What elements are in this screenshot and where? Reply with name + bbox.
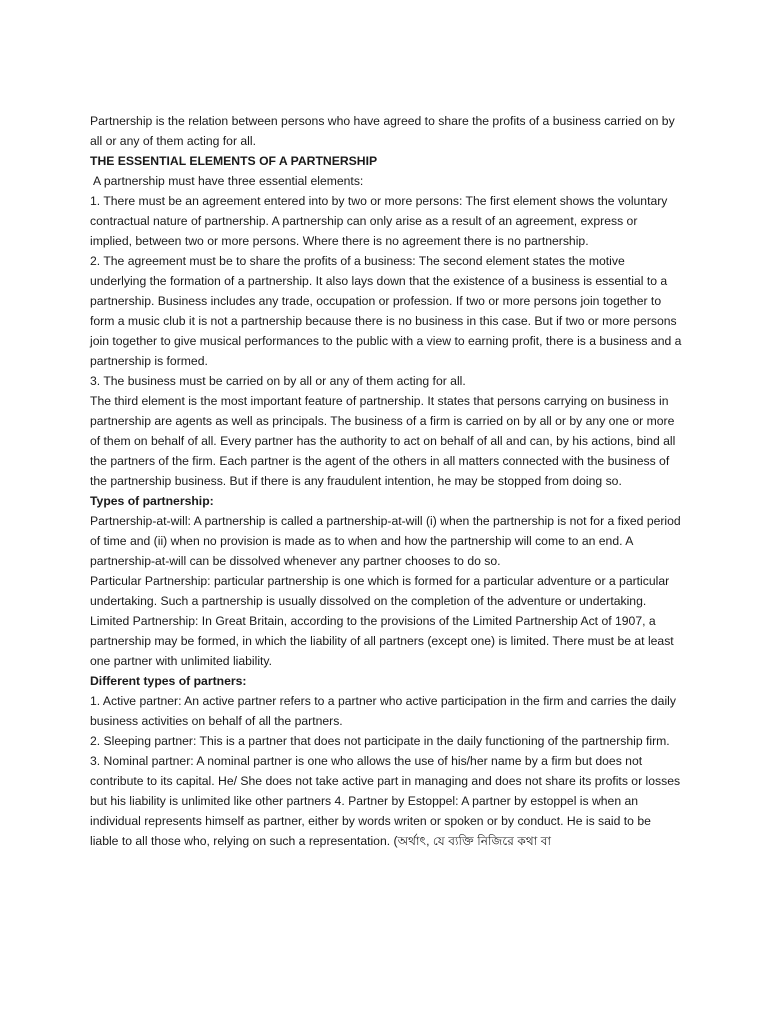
types-of-partners-heading: Different types of partners:	[90, 674, 247, 688]
types-of-partnership-heading: Types of partnership:	[90, 494, 214, 508]
active-partner-paragraph: 1. Active partner: An active partner refers to a partner who active participation in the firm and carries the daily business activities on behalf of all the partners.	[90, 694, 676, 728]
element-3-explanation: The third element is the most important feature of partnership. It states that persons carrying on business in partnership are agents as well as principals. The business of a firm is carried on by all or by any one or more of them on behalf of all. Every partner has the authority to act on behalf of all and can, by his actions, bind all the partners of the firm. Each partner is the agent of the others in all matters connected with the business of the partnership business. But if there is any fraudulent intention, he may be stopped from doing so.	[90, 394, 676, 488]
partnership-at-will-paragraph: Partnership-at-will: A partnership is called a partnership-at-will (i) when the partnership is not for a fixed period of time and (ii) when no provision is made as to when and how the partnership will come to an end. A partnership-at-will can be dissolved whenever any partner chooses to do so.	[90, 514, 681, 568]
sleeping-partner-paragraph: 2. Sleeping partner: This is a partner that does not participate in the daily functioning of the partnership firm.	[90, 734, 670, 748]
element-1-paragraph: 1. There must be an agreement entered into by two or more persons: The first element shows the voluntary contractual nature of partnership. A partnership can only arise as a result of an agreement, express or implied, between two or more persons. Where there is no agreement there is no partnership.	[90, 194, 668, 248]
nominal-partner-paragraph: 3. Nominal partner: A nominal partner is one who allows the use of his/her name by a firm but does not contribute to its capital. He/ She does not take active part in managing and does not share its profits or losses but his liability is unlimited like other partners 4. Partner by Estoppel: A partner by estoppel is when an individual represents himself as partner, either by words writen or spoken or by conduct. He is said to be liable to all those who, relying on such a representation. (অর্থাৎ, যে ব্যক্তি নিজিরে কথা বা	[90, 754, 681, 848]
limited-partnership-paragraph: Limited Partnership: In Great Britain, according to the provisions of the Limited Partnership Act of 1907, a partnership may be formed, in which the liability of all partners (except one) is limited. There must be at least one partner with unlimited liability.	[90, 614, 674, 668]
particular-partnership-paragraph: Particular Partnership: particular partnership is one which is formed for a particular adventure or a particular undertaking. Such a partnership is usually dissolved on the completion of the adventure or undertaking.	[90, 574, 670, 608]
essential-elements-heading: THE ESSENTIAL ELEMENTS OF A PARTNERSHIP	[90, 154, 378, 168]
document-page	[90, 111, 682, 851]
element-2-paragraph: 2. The agreement must be to share the profits of a business: The second element states the motive underlying the formation of a partnership. It also lays down that the existence of a business is essential to a partnership. Business includes any trade, occupation or profession. If two or more persons join together to form a music club it is not a partnership because there is no business in this case. But if two or more persons join together to give musical performances to the public with a view to earning profit, there is a business and a partnership is formed.	[90, 254, 682, 368]
element-3-paragraph: 3. The business must be carried on by all or any of them acting for all.	[90, 374, 466, 388]
essential-elements-intro: A partnership must have three essential elements:	[93, 174, 364, 188]
intro-paragraph: Partnership is the relation between persons who have agreed to share the profits of a business carried on by all or any of them acting for all.	[90, 114, 675, 148]
